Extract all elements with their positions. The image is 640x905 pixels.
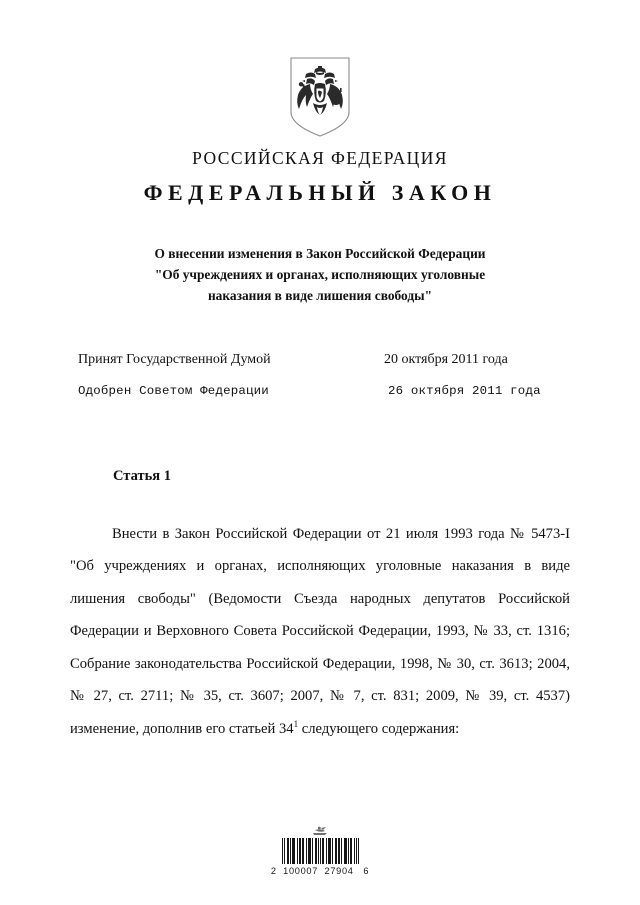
barcode-bars — [282, 838, 359, 864]
law-subtitle — [95, 243, 545, 306]
law-subtitle-line: "Об учреждениях и органах, исполняющих уголовные — [154, 267, 486, 282]
law-subtitle-line: О внесении изменения в Закон Российской Федерации — [154, 246, 486, 261]
barcode-digits: 2 100007 27904 6 — [270, 866, 370, 876]
article-body — [70, 518, 570, 746]
country-title: РОССИЙСКАЯ ФЕДЕРАЦИЯ — [192, 148, 448, 168]
page-title: ФЕДЕРАЛЬНЫЙ ЗАКОН — [143, 180, 497, 205]
law-subtitle-line: наказания в виде лишения свободы" — [207, 288, 433, 303]
russian-coat-of-arms-icon — [289, 57, 351, 137]
adoption-block — [78, 352, 553, 413]
article-body-main: Внести в Закон Российской Федерации от 21 июля 1993 года № 5473-I "Об учреждениях и органах, исполняющих уголовные наказания в виде лишения свободы" (Ведомости Съезда народных депутатов Российской Федерации и Верховного Совета Российской Федерации, 1993, № 33, ст. 1316; Собрание законодательства Российской Федерации, 1998, № 30, ст. 3613; 2004, № 27, ст. 2711; № 35, ст. 3607; 2007, № 7, ст. 831; 2009, № 39, ст. 4537) изменение, дополнив его статьей 34 — [70, 525, 570, 737]
adoption-label-duma: Принят Государственной Думой — [78, 352, 271, 367]
adoption-label-council: Одобрен Советом Федерации — [78, 384, 269, 398]
adoption-date-duma: 20 октября 2011 года — [384, 352, 508, 367]
adoption-row-duma — [78, 352, 553, 381]
adoption-date-council: 26 октября 2011 года — [388, 384, 541, 398]
emblem-container — [0, 57, 640, 137]
adoption-row-council — [78, 384, 553, 413]
article-heading: Статья 1 — [113, 468, 171, 484]
publisher-mark-icon — [309, 826, 331, 837]
article-body-tail: следующего содержания: — [298, 720, 460, 737]
barcode-block — [0, 826, 640, 876]
article-body-superscript: 1 — [293, 718, 299, 729]
